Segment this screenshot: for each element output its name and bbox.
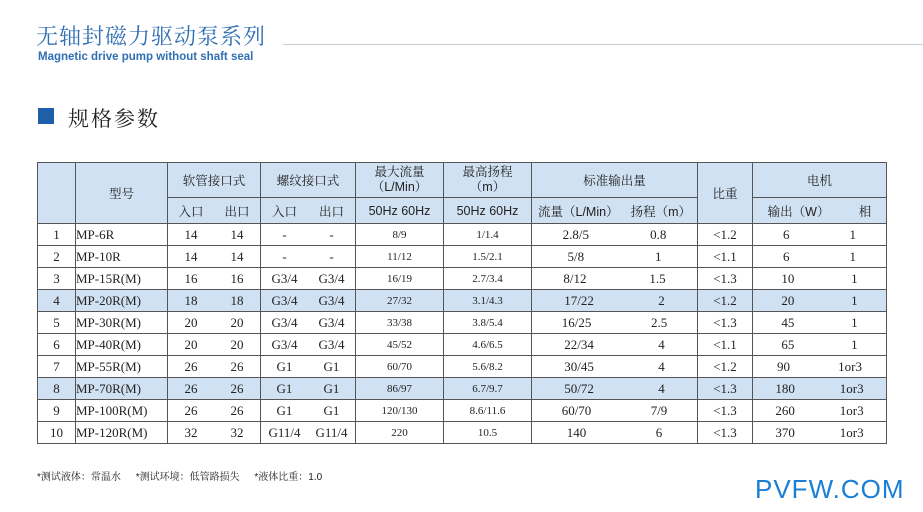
row-std-output: [532, 290, 698, 312]
header-phase: 相: [858, 204, 872, 219]
row-std-output-a: 60/70: [561, 402, 592, 418]
header-inlet: 入口: [178, 204, 204, 219]
row-hose-a: 20: [184, 314, 198, 330]
row-std-output-b: 4: [658, 380, 665, 396]
row-thread-b: -: [329, 226, 334, 242]
row-motor: [753, 356, 887, 378]
row-hose: [168, 224, 261, 246]
row-model: MP-70R(M): [76, 378, 168, 400]
row-max-flow: 33/38: [356, 312, 444, 334]
row-model: MP-6R: [76, 224, 168, 246]
row-std-output-a: 2.8/5: [562, 226, 589, 242]
row-max-head: 5.6/8.2: [444, 356, 532, 378]
table-row: [38, 224, 887, 246]
row-hose-a: 14: [184, 248, 198, 264]
row-number: 1: [38, 224, 76, 246]
row-thread-a: G3/4: [271, 314, 298, 330]
row-max-head: 4.6/6.5: [444, 334, 532, 356]
row-motor-b: 1: [851, 270, 858, 286]
row-model: MP-30R(M): [76, 312, 168, 334]
row-motor-a: 260: [775, 402, 795, 418]
row-number: 10: [38, 422, 76, 444]
row-thread-a: G1: [276, 358, 293, 374]
row-std-output: [532, 268, 698, 290]
row-thread-a: G1: [276, 380, 293, 396]
row-max-flow: 11/12: [356, 246, 444, 268]
row-max-head: 1.5/2.1: [444, 246, 532, 268]
row-hose-b: 18: [230, 292, 244, 308]
title-divider: [283, 44, 923, 45]
row-motor-b: 1: [849, 226, 856, 242]
row-motor: [753, 312, 887, 334]
row-motor-b: 1: [851, 314, 858, 330]
row-hose-b: 32: [230, 424, 244, 440]
row-max-head: 2.7/3.4: [444, 268, 532, 290]
header-motor: 电机: [753, 163, 887, 198]
row-motor: [753, 334, 887, 356]
row-std-output-a: 140: [566, 424, 587, 440]
row-model: MP-20R(M): [76, 290, 168, 312]
header-model: 型号: [76, 163, 168, 224]
row-motor-b: 1or3: [838, 358, 862, 374]
row-hose-a: 18: [184, 292, 198, 308]
header-no: [38, 163, 76, 224]
row-thread-b: G3/4: [318, 292, 345, 308]
row-hose-b: 26: [230, 358, 244, 374]
row-max-flow: 8/9: [356, 224, 444, 246]
row-number: 3: [38, 268, 76, 290]
spec-table: [37, 162, 887, 444]
row-thread: [261, 422, 356, 444]
row-thread: [261, 356, 356, 378]
row-std-output: [532, 312, 698, 334]
row-hose: [168, 400, 261, 422]
row-std-output-a: 17/22: [564, 292, 594, 308]
row-number: 7: [38, 356, 76, 378]
row-motor-a: 370: [775, 424, 795, 440]
row-motor: [753, 246, 887, 268]
row-std-output-a: 16/25: [561, 314, 592, 330]
row-motor: [753, 268, 887, 290]
row-std-output: [532, 356, 698, 378]
row-model: MP-100R(M): [76, 400, 168, 422]
row-thread-b: G1: [323, 380, 340, 396]
table-row: [38, 312, 887, 334]
row-hose: [168, 378, 261, 400]
row-motor-b: 1or3: [839, 402, 864, 418]
row-sg: <1.1: [698, 334, 753, 356]
row-max-head: 3.8/5.4: [444, 312, 532, 334]
header-max-flow-hz: 50Hz 60Hz: [356, 198, 444, 224]
row-thread-b: -: [329, 248, 334, 264]
row-model: MP-120R(M): [76, 422, 168, 444]
section-square-icon: [38, 108, 54, 124]
row-thread-a: G3/4: [271, 292, 298, 308]
page-title: 无轴封磁力驱动泵系列: [36, 24, 267, 49]
table-row: [38, 334, 887, 356]
row-number: 2: [38, 246, 76, 268]
row-thread: [261, 400, 356, 422]
row-std-output-a: 8/12: [563, 270, 587, 286]
row-max-flow: 220: [356, 422, 444, 444]
row-number: 6: [38, 334, 76, 356]
row-thread-b: G3/4: [318, 336, 345, 352]
row-number: 9: [38, 400, 76, 422]
row-std-output-b: 7/9: [650, 402, 668, 418]
row-std-output: [532, 334, 698, 356]
row-motor-b: 1: [849, 248, 856, 264]
row-hose: [168, 268, 261, 290]
row-hose: [168, 312, 261, 334]
footnote-environment: *测试环境：低管路损失: [135, 472, 240, 483]
row-thread: [261, 378, 356, 400]
row-hose-a: 26: [184, 380, 198, 396]
header-thread-sub: [261, 198, 356, 224]
row-std-output-b: 1: [655, 248, 662, 264]
row-thread-b: G1: [323, 402, 340, 418]
row-motor: [753, 290, 887, 312]
row-hose-b: 20: [230, 314, 244, 330]
row-max-flow: 16/19: [356, 268, 444, 290]
row-std-output-b: 2: [658, 292, 665, 308]
row-motor: [753, 378, 887, 400]
table-row: [38, 246, 887, 268]
row-std-output: [532, 224, 698, 246]
row-hose-a: 14: [184, 226, 198, 242]
row-model: MP-10R: [76, 246, 168, 268]
row-max-head: 1/1.4: [444, 224, 532, 246]
header-motor-sub: [753, 198, 887, 224]
row-std-output-b: 0.8: [650, 226, 667, 242]
row-thread-b: G3/4: [318, 314, 345, 330]
table-row: [38, 378, 887, 400]
row-motor-a: 90: [777, 358, 791, 374]
header-hose-sub: [168, 198, 261, 224]
row-model: MP-55R(M): [76, 356, 168, 378]
row-motor-a: 180: [775, 380, 795, 396]
row-max-head: 6.7/9.7: [444, 378, 532, 400]
row-thread: [261, 224, 356, 246]
header-head: 扬程（m）: [630, 204, 691, 219]
row-thread-a: G1: [276, 402, 293, 418]
row-hose: [168, 422, 261, 444]
header-max-flow: 最大流量 （L/Min）: [356, 163, 444, 198]
row-hose-b: 26: [230, 402, 244, 418]
row-max-flow: 120/130: [356, 400, 444, 422]
row-motor-b: 1or3: [839, 424, 864, 440]
row-max-flow: 45/52: [356, 334, 444, 356]
row-motor-a: 6: [783, 248, 790, 264]
row-std-output-b: 4: [658, 358, 665, 374]
header-max-head: 最高扬程 （m）: [444, 163, 532, 198]
row-model: MP-15R(M): [76, 268, 168, 290]
row-motor-a: 45: [781, 314, 795, 330]
row-sg: <1.3: [698, 422, 753, 444]
row-thread-a: -: [282, 226, 287, 242]
row-motor-a: 6: [783, 226, 790, 242]
row-motor-b: 1: [851, 336, 858, 352]
row-thread-b: G1: [323, 358, 340, 374]
row-thread-b: G3/4: [318, 270, 345, 286]
row-motor-b: 1: [851, 292, 858, 308]
row-motor-a: 10: [781, 270, 795, 286]
row-std-output-a: 5/8: [567, 248, 585, 264]
table-row: [38, 400, 887, 422]
row-number: 8: [38, 378, 76, 400]
row-sg: <1.1: [698, 246, 753, 268]
row-sg: <1.3: [698, 378, 753, 400]
row-hose: [168, 334, 261, 356]
row-thread-a: -: [282, 248, 287, 264]
header-hose: 软管接口式: [168, 163, 261, 198]
row-std-output-a: 30/45: [564, 358, 594, 374]
row-thread: [261, 290, 356, 312]
row-number: 5: [38, 312, 76, 334]
row-hose-a: 26: [184, 358, 198, 374]
row-number: 4: [38, 290, 76, 312]
row-std-output: [532, 400, 698, 422]
row-max-flow: 60/70: [356, 356, 444, 378]
header-thread: 螺纹接口式: [261, 163, 356, 198]
row-std-output-b: 2.5: [650, 314, 668, 330]
row-motor-b: 1or3: [839, 380, 864, 396]
table-row: [38, 290, 887, 312]
row-sg: <1.3: [698, 268, 753, 290]
row-max-flow: 27/32: [356, 290, 444, 312]
row-hose-b: 14: [230, 226, 244, 242]
row-thread: [261, 246, 356, 268]
row-hose-a: 26: [184, 402, 198, 418]
table-header: [38, 163, 887, 224]
row-thread: [261, 312, 356, 334]
row-max-head: 3.1/4.3: [444, 290, 532, 312]
footnotes: [37, 468, 334, 483]
header-flow: 流量（L/Min）: [538, 204, 619, 219]
row-thread-a: G3/4: [271, 336, 298, 352]
row-std-output-b: 6: [655, 424, 663, 440]
row-sg: <1.2: [698, 290, 753, 312]
row-hose: [168, 246, 261, 268]
row-max-head: 8.6/11.6: [444, 400, 532, 422]
header-std-output-sub: [532, 198, 698, 224]
row-model: MP-40R(M): [76, 334, 168, 356]
row-motor: [753, 422, 887, 444]
row-std-output: [532, 422, 698, 444]
header-sg: 比重: [698, 163, 753, 224]
header-power: 输出（W）: [767, 204, 830, 219]
row-motor: [753, 224, 887, 246]
row-hose: [168, 356, 261, 378]
header-outlet: 出口: [318, 204, 344, 219]
row-sg: <1.3: [698, 312, 753, 334]
row-motor-a: 65: [781, 336, 795, 352]
row-hose-b: 20: [230, 336, 244, 352]
row-hose-a: 20: [184, 336, 198, 352]
row-thread-a: G11/4: [268, 424, 301, 440]
row-std-output: [532, 246, 698, 268]
row-hose: [168, 290, 261, 312]
footnote-liquid: *测试液体：常温水: [37, 472, 121, 483]
row-sg: <1.2: [698, 224, 753, 246]
row-std-output-a: 22/34: [564, 336, 594, 352]
table-row: [38, 422, 887, 444]
row-hose-a: 32: [184, 424, 198, 440]
page-subtitle: Magnetic drive pump without shaft seal: [38, 51, 254, 63]
table-row: [38, 268, 887, 290]
row-motor: [753, 400, 887, 422]
row-thread: [261, 268, 356, 290]
row-motor-a: 20: [781, 292, 795, 308]
row-sg: <1.2: [698, 356, 753, 378]
row-thread-b: G11/4: [315, 424, 348, 440]
section-title: 规格参数: [68, 108, 160, 131]
table-body: [38, 224, 887, 444]
row-std-output-a: 50/72: [564, 380, 594, 396]
row-sg: <1.3: [698, 400, 753, 422]
row-hose-a: 16: [184, 270, 198, 286]
row-std-output-b: 1.5: [649, 270, 666, 286]
header-max-head-hz: 50Hz 60Hz: [444, 198, 532, 224]
header-inlet: 入口: [271, 204, 297, 219]
watermark: PVFW.COM: [755, 474, 905, 504]
header-outlet: 出口: [224, 204, 250, 219]
footnote-sg: *液体比重：1.0: [254, 472, 323, 483]
row-hose-b: 26: [230, 380, 244, 396]
row-thread: [261, 334, 356, 356]
row-hose-b: 16: [230, 270, 244, 286]
row-std-output-b: 4: [658, 336, 665, 352]
row-std-output: [532, 378, 698, 400]
header-std-output: 标准输出量: [532, 163, 698, 198]
row-max-flow: 86/97: [356, 378, 444, 400]
table-row: [38, 356, 887, 378]
row-max-head: 10.5: [444, 422, 532, 444]
row-hose-b: 14: [230, 248, 244, 264]
row-thread-a: G3/4: [271, 270, 298, 286]
